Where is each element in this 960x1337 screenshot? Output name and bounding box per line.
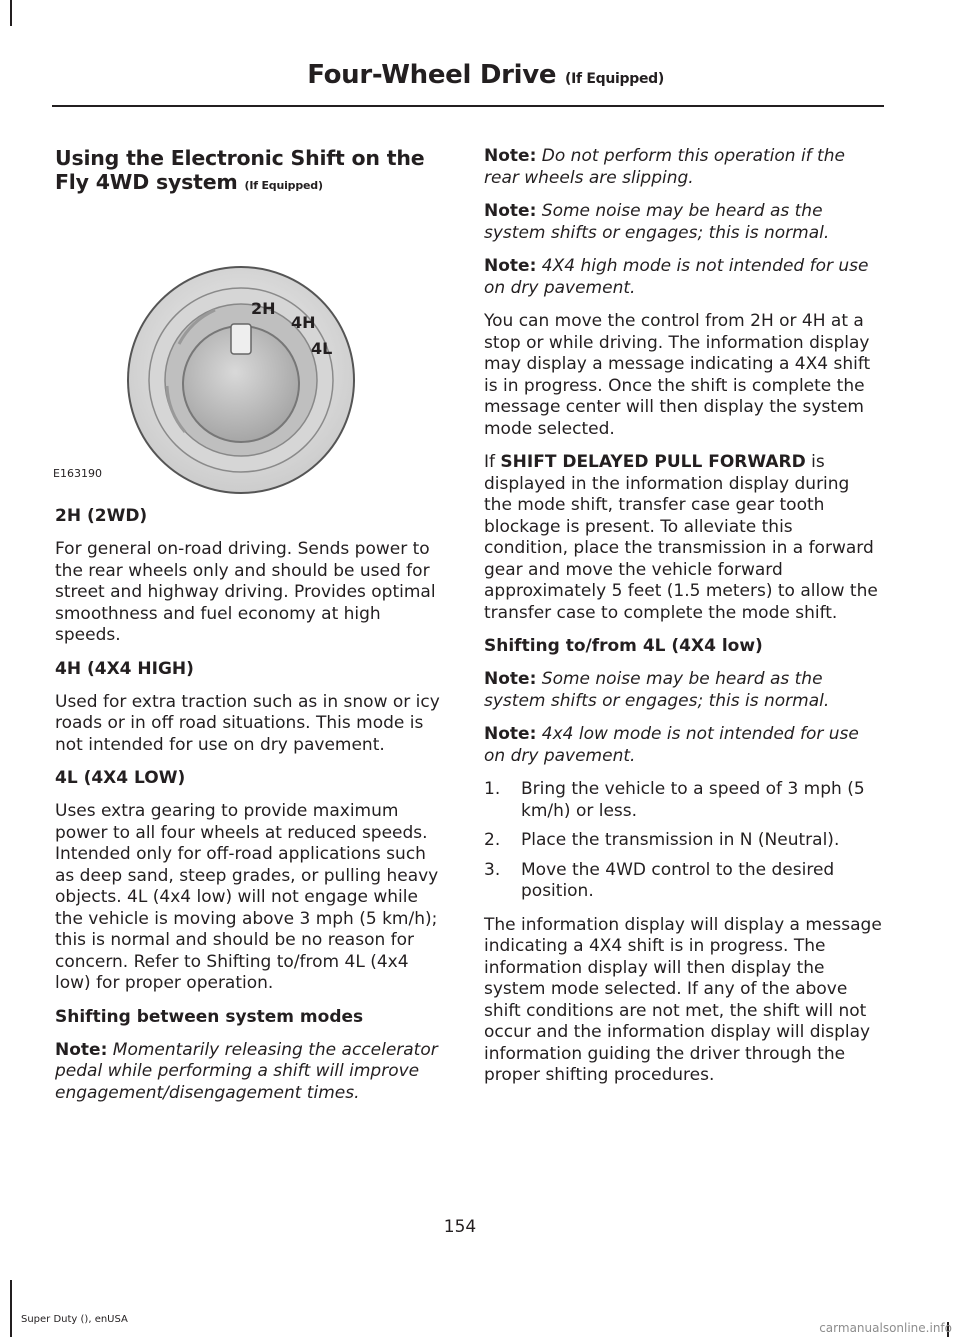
crop-mark	[10, 0, 12, 26]
note-accelerator: Note: Momentarily releasing the accelerator pedal while performing a shift will improve engagement/disengagement times.	[55, 1039, 438, 1103]
heading-4l: 4L (4X4 LOW)	[55, 768, 186, 788]
page-number: 154	[443, 1217, 477, 1237]
section-heading-electronic-shift: Using the Electronic Shift on the Fly 4WD system (If Equipped)	[55, 146, 425, 194]
note-low-mode: Note: 4x4 low mode is not intended for use on dry pavement.	[484, 724, 859, 766]
left-column	[55, 146, 447, 1116]
list-item: 1. Bring the vehicle to a speed of 3 mph (5 km/h) or less.	[484, 779, 865, 821]
note-slipping: Note: Do not perform this operation if the rear wheels are slipping.	[484, 146, 845, 188]
note-high-mode: Note: 4X4 high mode is not intended for use on dry pavement.	[484, 256, 869, 298]
heading-shifting-modes: Shifting between system modes	[55, 1006, 364, 1027]
header-divider	[52, 105, 884, 107]
note-noise: Note: Some noise may be heard as the system shifts or engages; this is normal.	[484, 201, 830, 243]
steps-list	[484, 779, 882, 903]
para-move-control: You can move the control from 2H or 4H at a stop or while driving. The information display may display a message indicating a 4X4 shift is in progress. Once the shift is complete the message center will then display the system mode selected.	[484, 311, 871, 439]
crop-mark	[10, 1280, 12, 1337]
4wd-knob-illustration	[55, 206, 355, 506]
right-column	[484, 146, 882, 1099]
heading-4h: 4H (4X4 HIGH)	[55, 658, 194, 679]
watermark-link[interactable]: carmanualsonline.info	[819, 1321, 952, 1335]
note-noise-4l: Note: Some noise may be heard as the system shifts or engages; this is normal.	[484, 669, 830, 711]
list-item: 2. Place the transmission in N (Neutral).	[484, 830, 840, 850]
text-4h: Used for extra traction such as in snow or icy roads or in off road situations. This mode is not intended for use on dry pavement.	[55, 691, 440, 755]
figure-label-2h: 2H	[251, 299, 276, 318]
heading-2h: 2H (2WD)	[55, 506, 148, 526]
para-shift-delayed: If SHIFT DELAYED PULL FORWARD is displayed in the information display during the mode shift, transfer case gear tooth blockage is present. To alleviate this condition, place the transmission in a forward gear and move the vehicle forward approximately 5 feet (1.5 meters) to allow the transfer case to complete the mode shift.	[484, 452, 878, 623]
4wd-control-knob-figure	[55, 206, 355, 506]
para-final: The information display will display a message indicating a 4X4 shift is in progress. The information display will then display the system mode selected. If any of the above shift conditions are not met, the shift will not occur and the information display will display information guiding the driver through the proper shifting procedures.	[484, 914, 882, 1085]
list-item: 3. Move the 4WD control to the desired position.	[484, 859, 835, 901]
heading-shifting-4l: Shifting to/from 4L (4X4 low)	[484, 636, 763, 656]
figure-label-4l: 4L	[311, 339, 333, 358]
text-2h: For general on-road driving. Sends power to the rear wheels only and should be used for street and highway driving. Provides optimal smoothness and fuel economy at high speeds.	[55, 539, 436, 645]
footer-text: Super Duty (), enUSA	[21, 1314, 128, 1325]
text-4l: Uses extra gearing to provide maximum power to all four wheels at reduced speeds. Intended only for off-road applications such as deep sand, steep grades, or pulling heavy objects. 4L (4x4 low) will not engage while the vehicle is moving above 3 mph (5 km/h); this is normal and should be no reason for concern. Refer to Shifting to/from 4L (4x4 low) for proper operation.	[55, 801, 439, 993]
figure-label-4h: 4H	[291, 313, 316, 332]
page-title: Four-Wheel Drive (If Equipped)	[307, 60, 664, 90]
figure-code: E163190	[53, 466, 102, 480]
